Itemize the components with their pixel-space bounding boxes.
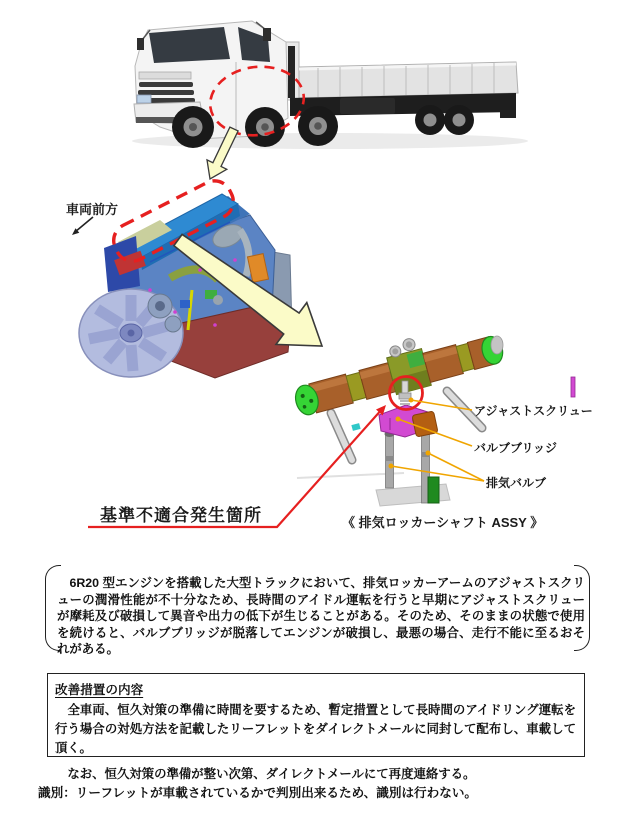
headlamp xyxy=(137,95,151,103)
defect-location-label: 基準不適合発生箇所 xyxy=(100,506,262,525)
exhaust-stack xyxy=(288,46,295,98)
remedy-paragraph-2: なお、恒久対策の準備が整い次第、ダイレクトメールにて再度連絡する。 xyxy=(55,767,476,781)
vehicle-front-arrow xyxy=(72,217,93,235)
assembly-caption: 《 排気ロッカーシャフト ASSY 》 xyxy=(342,515,544,530)
fuel-tank xyxy=(340,98,395,114)
windshield xyxy=(149,27,230,63)
valve-bridge-label: バルブブリッジ xyxy=(474,441,558,455)
remedy-box xyxy=(47,673,585,781)
right-mirror xyxy=(263,28,271,41)
left-mirror xyxy=(137,38,144,50)
magenta-pin xyxy=(571,377,575,397)
adjust-screw-label: アジャストスクリュー xyxy=(474,404,593,418)
exhaust-valve-label: 排気バルブ xyxy=(486,476,547,490)
vehicle-front-label: 車両前方 xyxy=(66,202,119,217)
defect-summary-text: 6R20 型エンジンを搭載した大型トラックにおいて、排気ロッカーアームのアジャストスクリューの潤滑性能が不十分なため、長時間のアイドル運転を行うと早期にアジャストスクリューが摩耗及び破損して異音や出力の低下が生じることがある。そのため、そのままの状態で使用を続けると、バルブブリッジが脱落してエンジンが破損し、最悪の場合、走行不能に至るおそれがある。 xyxy=(57,576,585,657)
remedy-heading: 改善措置の内容 xyxy=(55,683,144,697)
truck-illustration xyxy=(132,21,528,149)
remedy-paragraph-1: 全車両、恒久対策の準備に時間を要するため、暫定措置として長時間のアイドリング運転を行う場合の対処方法を記載したリーフレットをダイレクトメールに同封して配布し、車載して頂く。 xyxy=(55,703,576,755)
identification-note: 識別：リーフレットが車載されているかで判別出来るため、識別は行わない。 xyxy=(38,786,478,800)
